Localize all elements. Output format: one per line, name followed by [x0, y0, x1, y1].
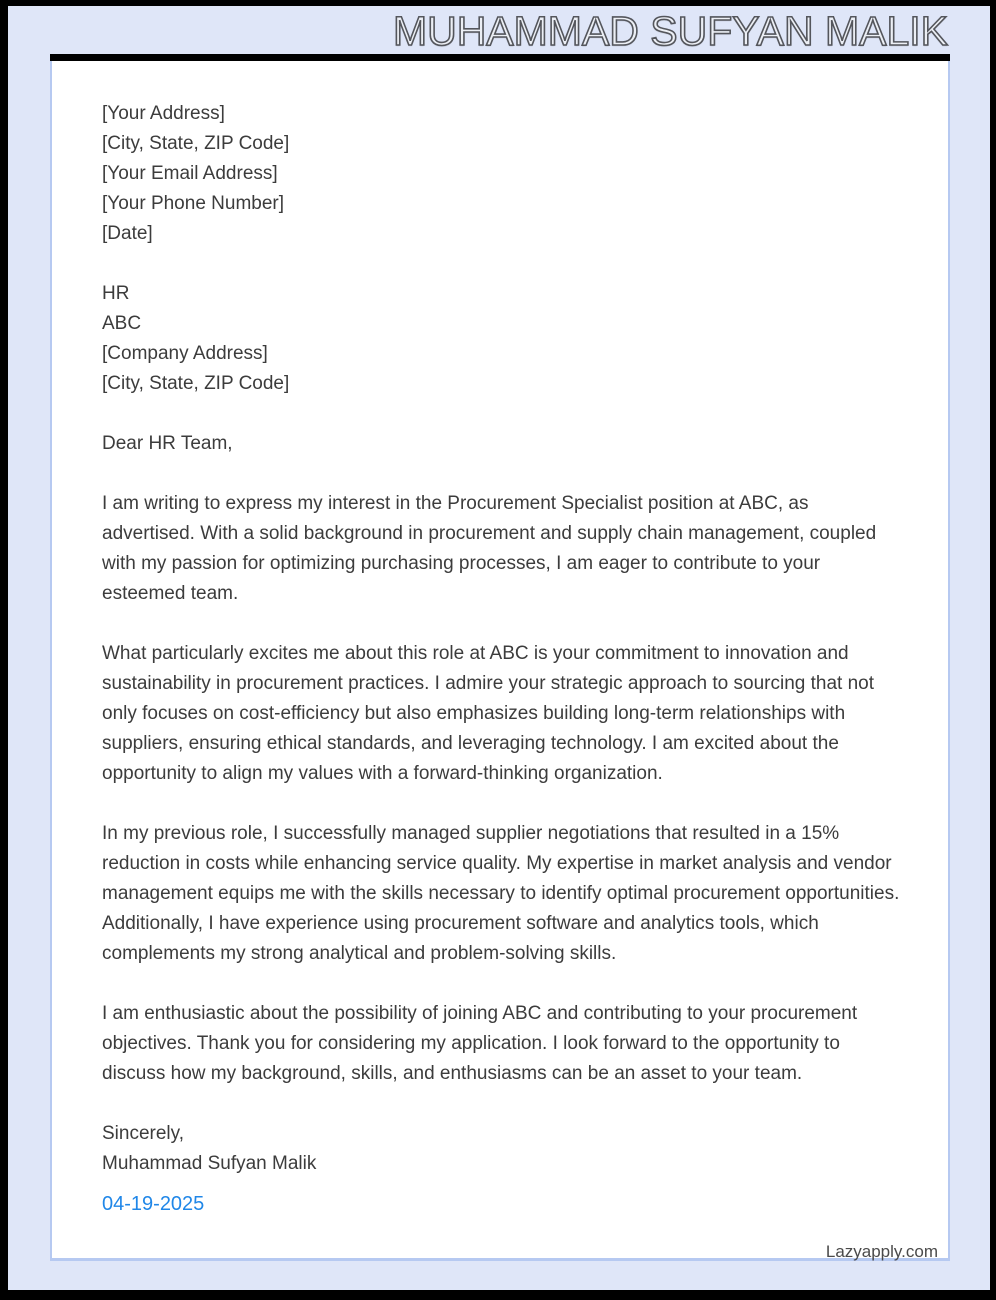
recipient-address-line: ABC	[102, 313, 142, 334]
watermark-text: Lazyapply.com	[825, 1242, 938, 1261]
closing-word: Sincerely,	[102, 1123, 185, 1144]
letter-date[interactable]: 04-19-2025	[102, 1193, 205, 1215]
sender-address-line: [Your Email Address]	[102, 163, 278, 184]
recipient-address-line: HR	[102, 283, 130, 304]
body-paragraph: I am writing to express my interest in the Procurement Specialist position at ABC, as advertised. With a solid background in procurement and supply chain management, coupled with my passion for optimizing purchasing processes, I am eager to contribute to your esteemed team.	[102, 493, 877, 604]
sender-address-block	[102, 99, 900, 249]
salutation: Dear HR Team,	[102, 433, 233, 454]
sender-address-line: [City, State, ZIP Code]	[102, 133, 290, 154]
sender-address-line: [Your Address]	[102, 103, 225, 124]
body-paragraph: What particularly excites me about this role at ABC is your commitment to innovation and sustainability in procurement practices. I admire your strategic approach to sourcing that not only focuses on cost-efficiency but also emphasizes building long-term relationships with suppliers, ensuring ethical standards, and leveraging technology. I am excited about the opportunity to align my values with a forward-thinking organization.	[102, 643, 874, 784]
signature-name: Muhammad Sufyan Malik	[102, 1153, 317, 1174]
letter-document	[50, 61, 950, 1261]
header-name: MUHAMMAD SUFYAN MALIK	[392, 8, 948, 54]
body-paragraph: In my previous role, I successfully managed supplier negotiations that resulted in a 15% reduction in costs while enhancing service quality. My expertise in market analysis and vendor management equips me with the skills necessary to identify optimal procurement opportunities. Additionally, I have experience using procurement software and analytics tools, which complements my strong analytical and problem-solving skills.	[102, 823, 900, 964]
recipient-address-block	[102, 279, 900, 399]
recipient-address-line: [Company Address]	[102, 343, 268, 364]
sender-address-line: [Your Phone Number]	[102, 193, 285, 214]
closing-block	[102, 1119, 900, 1179]
sender-address-line: [Date]	[102, 223, 153, 244]
recipient-address-line: [City, State, ZIP Code]	[102, 373, 290, 394]
header-divider	[50, 54, 950, 61]
body-paragraph: I am enthusiastic about the possibility of joining ABC and contributing to your procurement objectives. Thank you for considering my application. I look forward to the opportunity to discuss how my background, skills, and enthusiasms can be an asset to your team.	[102, 1003, 858, 1084]
